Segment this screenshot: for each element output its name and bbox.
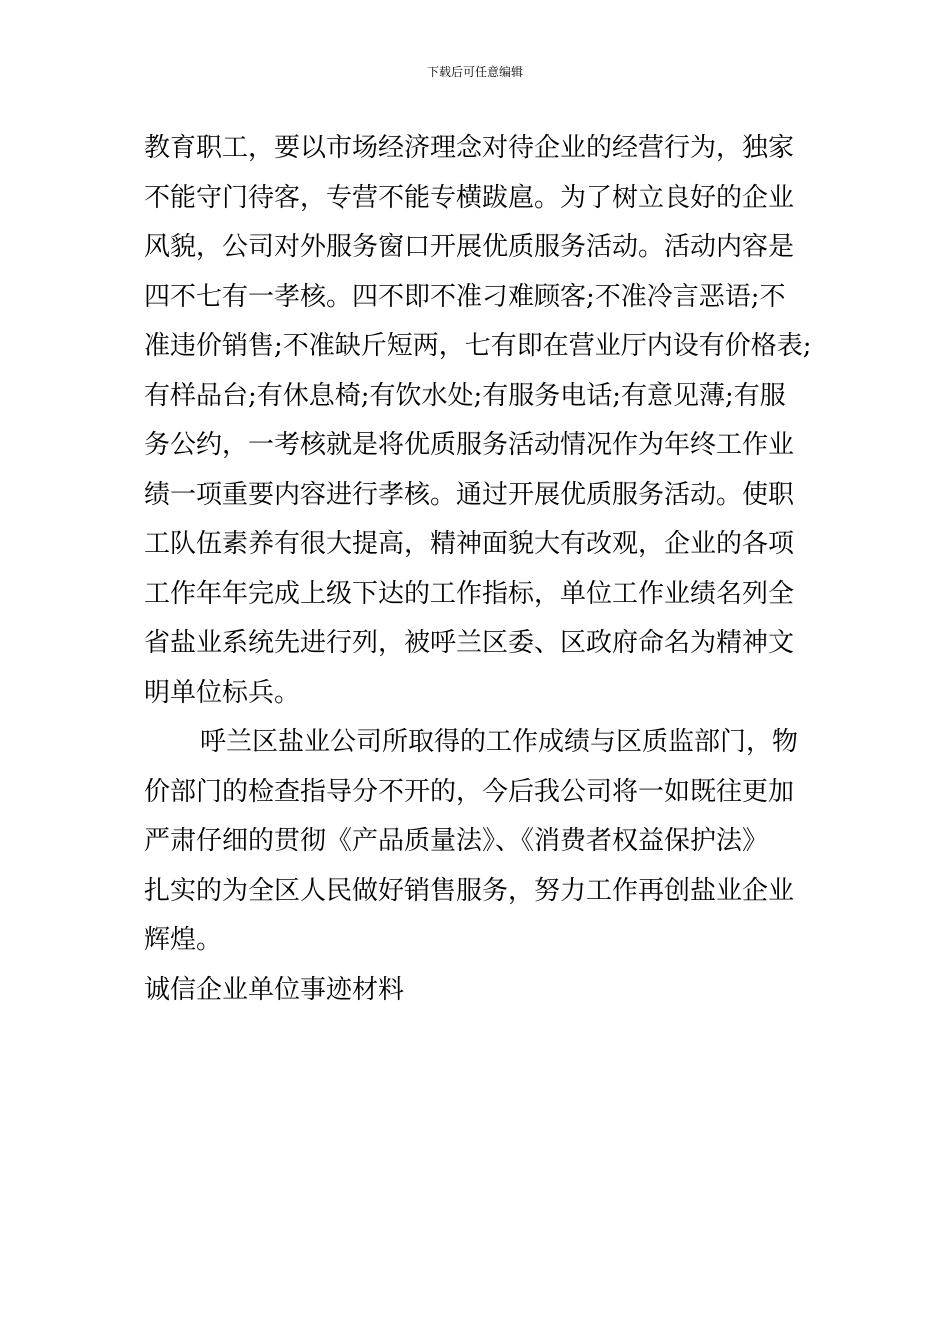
- text-line: 明单位标兵。: [144, 677, 301, 708]
- text-line: 绩一项重要内容进行孝核。通过开展优质服务活动。使职: [144, 479, 795, 510]
- section-title: [144, 966, 824, 1016]
- text-line: 工队伍素养有很大提高，精神面貌大有改观，企业的各项: [144, 529, 795, 559]
- text-line: 扎实的为全区人民做好销售服务，努力工作再创盐业企业: [144, 875, 795, 906]
- text-line: 辉煌。: [144, 925, 223, 955]
- text-line: 工作年年完成上级下达的工作指标，单位工作业绩名列全: [144, 578, 795, 609]
- text-line: 价部门的检查指导分不开的，今后我公司将一如既往更加: [144, 776, 795, 807]
- text-line: 不能守门待客，专营不能专横跋扈。为了树立良好的企业: [144, 182, 795, 213]
- text-line: 准违价销售;不准缺斤短两，七有即在营业厅内设有价格表;: [144, 331, 812, 361]
- text-line: 严肃仔细的贯彻《产品质量法》、《消费者权益保护法》: [144, 826, 769, 856]
- text-line: 风貌，公司对外服务窗口开展优质服务活动。活动内容是: [144, 232, 795, 262]
- page-header: 下载后可任意编辑: [426, 65, 523, 79]
- section-title-text: 诚信企业单位事迹材料: [144, 974, 405, 1005]
- text-line: 务公约，一考核就是将优质服务活动情况作为年终工作业: [144, 430, 795, 460]
- paragraph: [144, 124, 824, 718]
- document-body: [144, 124, 824, 1015]
- text-line: 教育职工，要以市场经济理念对待企业的经营行为，独家: [144, 133, 795, 163]
- paragraph: [144, 718, 824, 966]
- text-line: 呼兰区盐业公司所取得的工作成绩与区质监部门，物: [200, 727, 799, 757]
- text-line: 四不七有一孝核。四不即不准刁难顾客;不准冷言恶语;不: [144, 281, 786, 312]
- text-line: 省盐业系统先进行列，被呼兰区委、区政府命名为精神文: [144, 628, 795, 658]
- text-line: 有样品台;有休息椅;有饮水处;有服务电话;有意见薄;有服: [144, 380, 786, 411]
